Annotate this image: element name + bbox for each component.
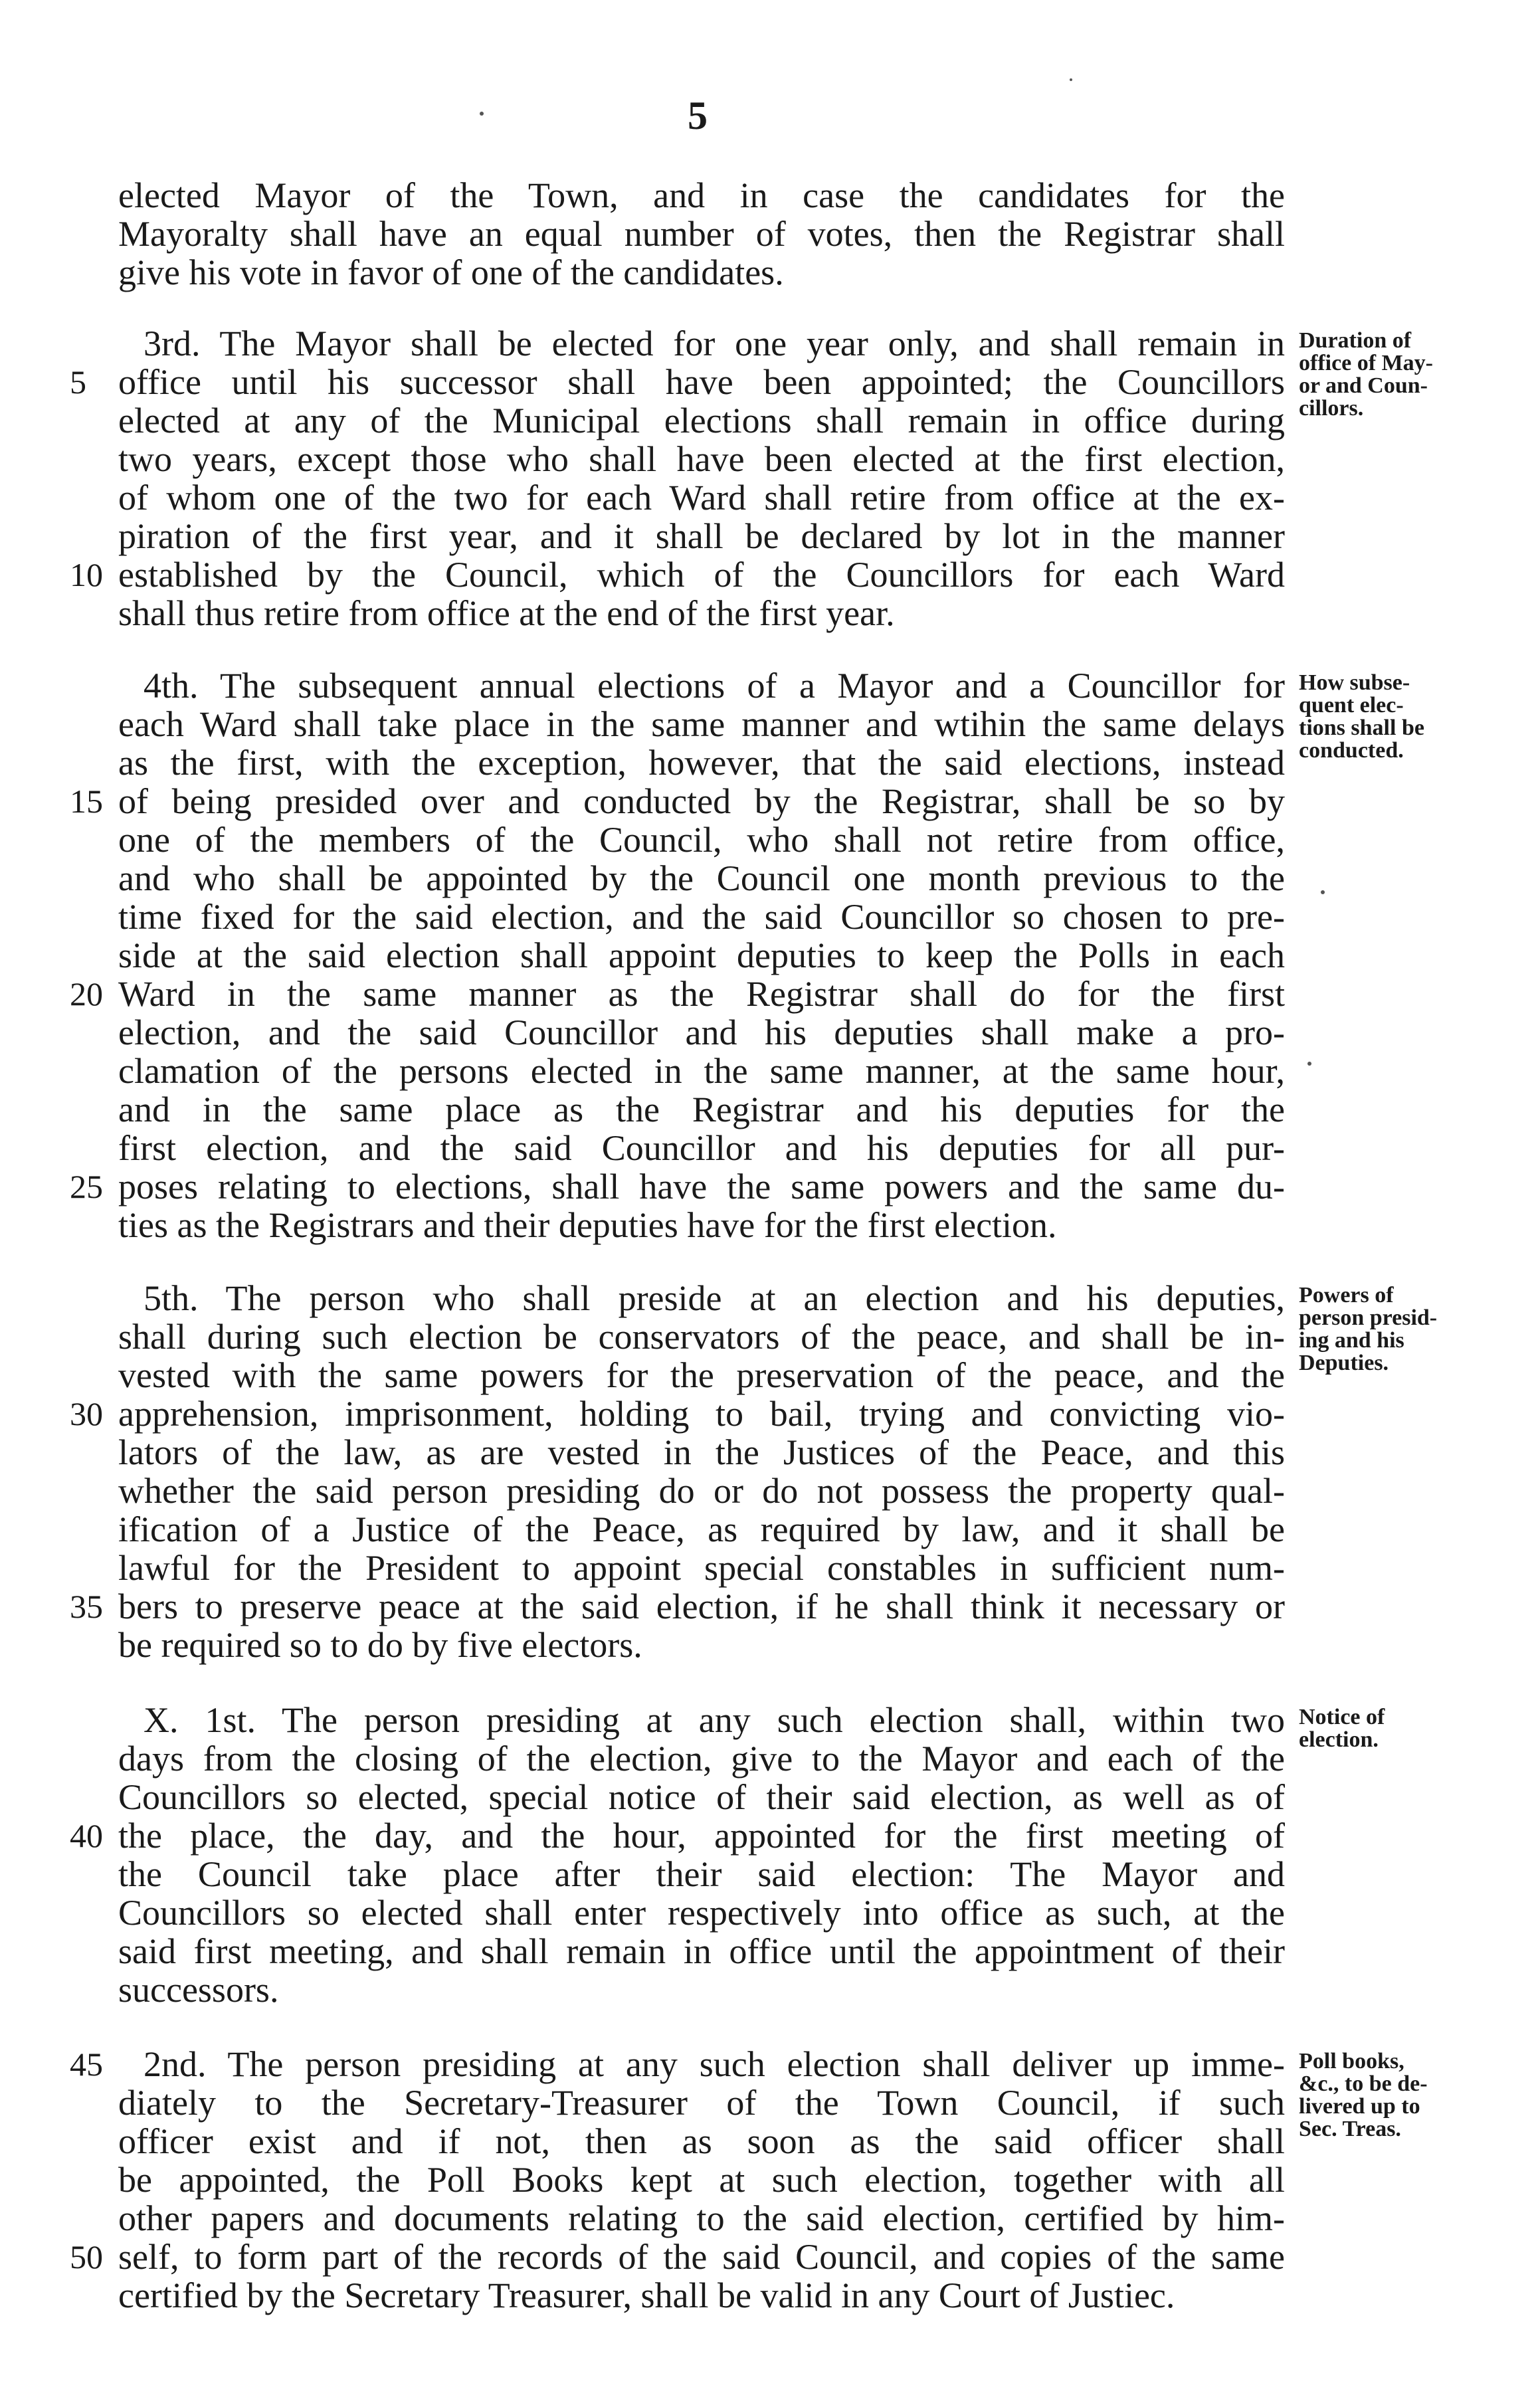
text-line: the Council take place after their said election: The Mayor and <box>118 1854 1285 1894</box>
ink-speck <box>1070 78 1072 81</box>
text-line: of being presided over and conducted by the Registrar, shall be so by <box>118 781 1285 821</box>
ink-speck <box>1321 890 1325 894</box>
text-line: Mayoralty shall have an equal number of votes, then the Registrar shall <box>118 214 1285 254</box>
text-line: each Ward shall take place in the same manner and wtihin the same delays <box>118 704 1285 744</box>
text-line: certified by the Secretary Treasurer, shall be valid in any Court of Justiec. <box>118 2275 1175 2315</box>
margin-note-line: &c., to be de- <box>1299 2071 1428 2096</box>
text-line: and who shall be appointed by the Council one month previous to the <box>118 858 1285 898</box>
text-line: office until his successor shall have been appointed; the Councillors <box>118 362 1285 402</box>
line-number: 35 <box>70 1588 103 1625</box>
margin-note-line: quent elec- <box>1299 693 1404 718</box>
text-line: of whom one of the two for each Ward shall retire from office at the ex- <box>118 478 1285 518</box>
text-line: elected at any of the Municipal elections shall remain in office during <box>118 401 1285 440</box>
margin-note <box>1299 1284 1518 1375</box>
margin-note-line: conducted. <box>1299 738 1404 763</box>
margin-note <box>1299 330 1518 420</box>
text-line: whether the said person presiding do or do not possess the property qual- <box>118 1471 1285 1511</box>
text-line: side at the said election shall appoint deputies to keep the Polls in each <box>118 935 1285 975</box>
margin-note-line: cillors. <box>1299 396 1364 421</box>
text-line: ification of a Justice of the Peace, as required by law, and it shall be <box>118 1509 1285 1549</box>
line-number: 15 <box>70 783 103 820</box>
text-line: vested with the same powers for the preservation of the peace, and the <box>118 1355 1285 1395</box>
text-line: apprehension, imprisonment, holding to bail, trying and convicting vio- <box>118 1394 1285 1434</box>
line-number: 40 <box>70 1817 103 1854</box>
line-number: 45 <box>70 2046 103 2083</box>
margin-note-line: tions shall be <box>1299 716 1424 740</box>
text-line: Councillors so elected, special notice of their said election, as well as of <box>118 1777 1285 1817</box>
text-line: 3rd. The Mayor shall be elected for one year only, and shall remain in <box>144 324 1285 363</box>
margin-note-line: Powers of <box>1299 1283 1394 1307</box>
margin-note-line: Sec. Treas. <box>1299 2117 1401 2141</box>
text-line: shall during such election be conservators of the peace, and shall be in- <box>118 1317 1285 1357</box>
text-line: shall thus retire from office at the end of the first year. <box>118 593 895 633</box>
text-line: as the first, with the exception, however, that the said elections, instead <box>118 743 1285 783</box>
text-line: bers to preserve peace at the said election, if he shall think it necessary or <box>118 1587 1285 1626</box>
margin-note <box>1299 2050 1518 2141</box>
page-number: 5 <box>688 94 708 138</box>
text-line: elected Mayor of the Town, and in case the candidates for the <box>118 175 1285 215</box>
text-line: lators of the law, as are vested in the Justices of the Peace, and this <box>118 1432 1285 1472</box>
ink-speck <box>480 112 484 116</box>
text-line: piration of the first year, and it shall be declared by lot in the manner <box>118 516 1285 556</box>
line-number: 5 <box>70 363 86 401</box>
text-line: the place, the day, and the hour, appointed for the first meeting of <box>118 1816 1285 1856</box>
margin-note-line: person presid- <box>1299 1305 1438 1330</box>
margin-note <box>1299 1706 1518 1751</box>
text-line: poses relating to elections, shall have the same powers and the same du- <box>118 1167 1285 1206</box>
margin-note <box>1299 672 1518 762</box>
text-line: officer exist and if not, then as soon as the said officer shall <box>118 2121 1285 2161</box>
text-line: one of the members of the Council, who shall not retire from office, <box>118 820 1285 860</box>
text-line: days from the closing of the election, give to the Mayor and each of the <box>118 1739 1285 1779</box>
margin-note-line: ing and his <box>1299 1328 1404 1353</box>
text-line: successors. <box>118 1970 279 2010</box>
text-line: other papers and documents relating to the said election, certified by him- <box>118 2198 1285 2238</box>
text-line: and in the same place as the Registrar and his deputies for the <box>118 1090 1285 1129</box>
text-line: be appointed, the Poll Books kept at such election, together with all <box>118 2160 1285 2200</box>
text-line: first election, and the said Councillor and his deputies for all pur- <box>118 1128 1285 1168</box>
margin-note-line: or and Coun- <box>1299 373 1428 398</box>
line-number: 50 <box>70 2238 103 2275</box>
text-line: give his vote in favor of one of the candidates. <box>118 252 784 292</box>
text-line: ties as the Registrars and their deputies have for the first election. <box>118 1205 1057 1245</box>
text-line: election, and the said Councillor and his deputies shall make a pro- <box>118 1012 1285 1052</box>
margin-note-line: Duration of <box>1299 328 1412 353</box>
text-line: diately to the Secretary-Treasurer of the Town Council, if such <box>118 2083 1285 2123</box>
margin-note-line: Notice of <box>1299 1705 1385 1729</box>
line-number: 10 <box>70 556 103 593</box>
text-line: 4th. The subsequent annual elections of a Mayor and a Councillor for <box>144 666 1285 706</box>
text-line: 5th. The person who shall preside at an election and his deputies, <box>144 1278 1285 1318</box>
line-number: 30 <box>70 1395 103 1432</box>
text-line: said first meeting, and shall remain in office until the appointment of their <box>118 1931 1285 1971</box>
margin-note-line: Deputies. <box>1299 1351 1389 1375</box>
text-line: be required so to do by five electors. <box>118 1625 642 1665</box>
line-number: 20 <box>70 975 103 1012</box>
text-line: lawful for the President to appoint special constables in sufficient num- <box>118 1548 1285 1588</box>
text-line: established by the Council, which of the Councillors for each Ward <box>118 555 1285 595</box>
margin-note-line: election. <box>1299 1727 1379 1752</box>
text-line: X. 1st. The person presiding at any such election shall, within two <box>144 1700 1285 1740</box>
margin-note-line: office of May- <box>1299 351 1434 375</box>
margin-note-line: Poll books, <box>1299 2049 1404 2073</box>
text-line: Ward in the same manner as the Registrar shall do for the first <box>118 974 1285 1014</box>
margin-note-line: livered up to <box>1299 2094 1420 2119</box>
text-line: time fixed for the said election, and the said Councillor so chosen to pre- <box>118 897 1285 937</box>
text-line: 2nd. The person presiding at any such election shall deliver up imme- <box>144 2044 1285 2084</box>
text-line: Councillors so elected shall enter respectively into office as such, at the <box>118 1893 1285 1933</box>
text-line: clamation of the persons elected in the same manner, at the same hour, <box>118 1051 1285 1091</box>
line-number: 25 <box>70 1168 103 1205</box>
ink-speck <box>1307 1062 1311 1066</box>
margin-note-line: How subse- <box>1299 670 1410 695</box>
text-line: two years, except those who shall have been elected at the first election, <box>118 439 1285 479</box>
text-line: self, to form part of the records of the said Council, and copies of the same <box>118 2237 1285 2277</box>
